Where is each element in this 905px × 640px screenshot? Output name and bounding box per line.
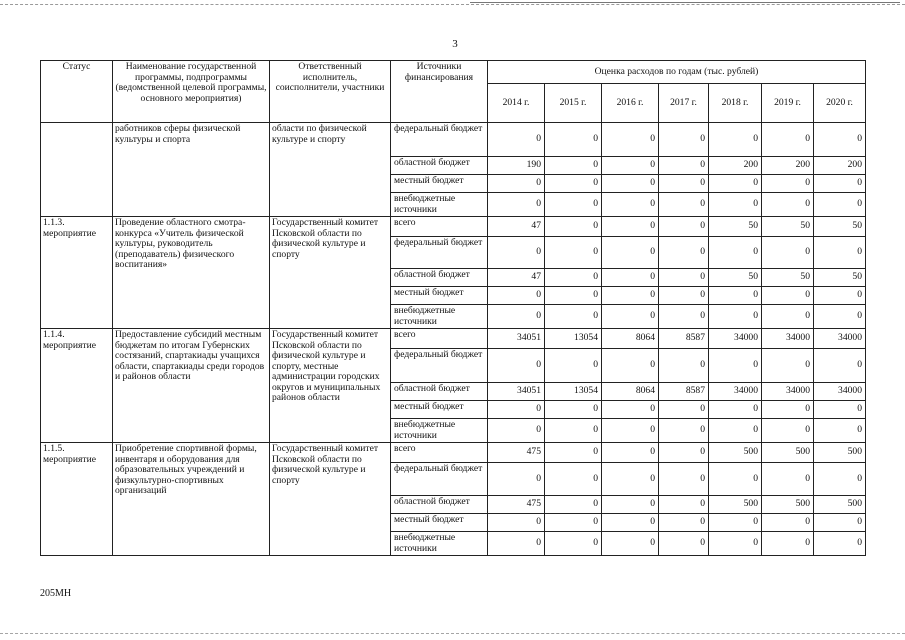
value-cell: 0: [545, 496, 602, 514]
source-cell: местный бюджет: [391, 287, 488, 305]
value-cell: 0: [762, 287, 814, 305]
value-cell: 0: [659, 123, 709, 157]
value-cell: 200: [709, 157, 762, 175]
value-cell: 0: [659, 496, 709, 514]
value-cell: 0: [659, 305, 709, 329]
value-cell: 0: [545, 305, 602, 329]
value-cell: 0: [602, 496, 659, 514]
program-name-cell: Предоставление субсидий местным бюджетам по итогам Губернских состязаний, спартакиады учащихся области, спартакиады среди городов и районов области: [113, 329, 270, 443]
value-cell: 475: [488, 496, 545, 514]
value-cell: 0: [659, 269, 709, 287]
table-row: [41, 329, 866, 349]
value-cell: 0: [545, 193, 602, 217]
value-cell: 200: [814, 157, 866, 175]
value-cell: 0: [659, 401, 709, 419]
header-year: 2020 г.: [814, 84, 866, 123]
value-cell: 0: [814, 305, 866, 329]
value-cell: 0: [602, 419, 659, 443]
value-cell: 34000: [709, 383, 762, 401]
executor-cell: Государственный комитет Псковской области по физической культуре и спорту, местные администрации городских округов и муниципальных районов области: [270, 329, 391, 443]
value-cell: 0: [709, 287, 762, 305]
value-cell: 500: [709, 443, 762, 463]
executor-cell: Государственный комитет Псковской области по физической культуре и спорту: [270, 217, 391, 329]
value-cell: 0: [709, 237, 762, 269]
value-cell: 0: [762, 463, 814, 496]
value-cell: 0: [545, 123, 602, 157]
value-cell: 0: [488, 123, 545, 157]
value-cell: 0: [488, 514, 545, 532]
value-cell: 0: [602, 401, 659, 419]
value-cell: 0: [545, 175, 602, 193]
value-cell: 13054: [545, 383, 602, 401]
source-cell: внебюджетные источники: [391, 532, 488, 556]
header-year: 2017 г.: [659, 84, 709, 123]
value-cell: 0: [545, 401, 602, 419]
value-cell: 50: [762, 217, 814, 237]
value-cell: 0: [488, 463, 545, 496]
footer-code: 205МН: [40, 588, 72, 599]
value-cell: 0: [762, 401, 814, 419]
value-cell: 0: [814, 349, 866, 383]
header-row: [41, 61, 866, 84]
value-cell: 0: [814, 514, 866, 532]
executor-cell: Государственный комитет Псковской области по физической культуре и спорту: [270, 443, 391, 556]
value-cell: 0: [545, 237, 602, 269]
value-cell: 0: [762, 175, 814, 193]
value-cell: 8064: [602, 383, 659, 401]
value-cell: 0: [814, 287, 866, 305]
value-cell: 0: [762, 305, 814, 329]
value-cell: 0: [814, 237, 866, 269]
value-cell: 0: [488, 532, 545, 556]
header-year: 2018 г.: [709, 84, 762, 123]
value-cell: 0: [602, 193, 659, 217]
program-name-cell: Приобретение спортивной формы, инвентаря и оборудования для образовательных учреждений и физкультурно-спортивных организаций: [113, 443, 270, 556]
program-name-cell: работников сферы физической культуры и спорта: [113, 123, 270, 217]
value-cell: 0: [762, 419, 814, 443]
value-cell: 500: [709, 496, 762, 514]
value-cell: 0: [709, 193, 762, 217]
value-cell: 0: [659, 175, 709, 193]
value-cell: 0: [659, 443, 709, 463]
value-cell: 0: [659, 237, 709, 269]
value-cell: 34000: [814, 329, 866, 349]
value-cell: 0: [602, 463, 659, 496]
value-cell: 0: [488, 193, 545, 217]
value-cell: 0: [709, 175, 762, 193]
header-estimate: Оценка расходов по годам (тыс. рублей): [488, 61, 866, 84]
value-cell: 0: [709, 305, 762, 329]
value-cell: 0: [709, 419, 762, 443]
value-cell: 0: [659, 532, 709, 556]
value-cell: 0: [488, 175, 545, 193]
value-cell: 0: [488, 305, 545, 329]
value-cell: 500: [762, 496, 814, 514]
value-cell: 0: [814, 175, 866, 193]
source-cell: всего: [391, 329, 488, 349]
value-cell: 0: [602, 269, 659, 287]
value-cell: 0: [762, 123, 814, 157]
source-cell: всего: [391, 443, 488, 463]
value-cell: 0: [602, 443, 659, 463]
page-number: 3: [452, 38, 458, 50]
header-executor: Ответственный исполнитель, соисполнители, участники: [270, 61, 391, 123]
value-cell: 0: [709, 123, 762, 157]
value-cell: 0: [545, 419, 602, 443]
value-cell: 0: [814, 193, 866, 217]
value-cell: 34051: [488, 383, 545, 401]
source-cell: внебюджетные источники: [391, 419, 488, 443]
value-cell: 50: [814, 217, 866, 237]
value-cell: 0: [545, 514, 602, 532]
value-cell: 34000: [762, 329, 814, 349]
header-status: Статус: [41, 61, 113, 123]
value-cell: 0: [659, 287, 709, 305]
value-cell: 47: [488, 217, 545, 237]
table-row: [41, 443, 866, 463]
source-cell: внебюджетные источники: [391, 193, 488, 217]
value-cell: 0: [602, 532, 659, 556]
source-cell: местный бюджет: [391, 175, 488, 193]
value-cell: 50: [709, 269, 762, 287]
value-cell: 0: [709, 463, 762, 496]
value-cell: 34051: [488, 329, 545, 349]
value-cell: 0: [488, 349, 545, 383]
value-cell: 0: [814, 532, 866, 556]
value-cell: 0: [488, 401, 545, 419]
value-cell: 475: [488, 443, 545, 463]
header-year: 2019 г.: [762, 84, 814, 123]
source-cell: внебюджетные источники: [391, 305, 488, 329]
value-cell: 0: [762, 514, 814, 532]
source-cell: федеральный бюджет: [391, 123, 488, 157]
value-cell: 0: [762, 532, 814, 556]
value-cell: 0: [545, 463, 602, 496]
value-cell: 0: [602, 123, 659, 157]
value-cell: 0: [545, 217, 602, 237]
value-cell: 0: [488, 287, 545, 305]
scan-top-line: [470, 2, 900, 3]
value-cell: 34000: [709, 329, 762, 349]
value-cell: 200: [762, 157, 814, 175]
value-cell: 50: [762, 269, 814, 287]
source-cell: всего: [391, 217, 488, 237]
value-cell: 190: [488, 157, 545, 175]
value-cell: 13054: [545, 329, 602, 349]
value-cell: 0: [602, 305, 659, 329]
value-cell: 0: [762, 237, 814, 269]
value-cell: 0: [602, 157, 659, 175]
source-cell: областной бюджет: [391, 496, 488, 514]
program-name-cell: Проведение областного смотра-конкурса «Учитель физической культуры, руководитель (преподаватель) физического воспитания»: [113, 217, 270, 329]
value-cell: 0: [488, 237, 545, 269]
source-cell: федеральный бюджет: [391, 237, 488, 269]
value-cell: 50: [814, 269, 866, 287]
header-year: 2015 г.: [545, 84, 602, 123]
source-cell: местный бюджет: [391, 514, 488, 532]
value-cell: 47: [488, 269, 545, 287]
header-year: 2014 г.: [488, 84, 545, 123]
value-cell: 0: [709, 401, 762, 419]
value-cell: 0: [545, 269, 602, 287]
value-cell: 0: [659, 514, 709, 532]
source-cell: местный бюджет: [391, 401, 488, 419]
source-cell: федеральный бюджет: [391, 349, 488, 383]
value-cell: 0: [659, 463, 709, 496]
value-cell: 0: [488, 419, 545, 443]
source-cell: областной бюджет: [391, 269, 488, 287]
value-cell: 0: [709, 532, 762, 556]
value-cell: 500: [762, 443, 814, 463]
value-cell: 0: [602, 514, 659, 532]
value-cell: 500: [814, 443, 866, 463]
value-cell: 0: [545, 157, 602, 175]
expenses-table: [40, 60, 866, 556]
value-cell: 0: [762, 193, 814, 217]
header-year: 2016 г.: [602, 84, 659, 123]
value-cell: 0: [659, 349, 709, 383]
table-row: [41, 217, 866, 237]
value-cell: 0: [814, 463, 866, 496]
value-cell: 8587: [659, 329, 709, 349]
value-cell: 0: [659, 419, 709, 443]
value-cell: 0: [545, 443, 602, 463]
executor-cell: области по физической культуре и спорту: [270, 123, 391, 217]
value-cell: 0: [602, 287, 659, 305]
value-cell: 0: [709, 349, 762, 383]
value-cell: 0: [762, 349, 814, 383]
status-cell: [41, 123, 113, 217]
header-source: Источники финансирования: [391, 61, 488, 123]
value-cell: 0: [814, 123, 866, 157]
value-cell: 34000: [762, 383, 814, 401]
value-cell: 0: [545, 532, 602, 556]
value-cell: 8064: [602, 329, 659, 349]
value-cell: 0: [602, 349, 659, 383]
value-cell: 0: [659, 217, 709, 237]
value-cell: 0: [602, 175, 659, 193]
source-cell: областной бюджет: [391, 383, 488, 401]
value-cell: 500: [814, 496, 866, 514]
status-cell: 1.1.5. мероприятие: [41, 443, 113, 556]
scan-bottom-edge: [0, 633, 905, 640]
value-cell: 0: [814, 419, 866, 443]
value-cell: 34000: [814, 383, 866, 401]
value-cell: 0: [602, 217, 659, 237]
value-cell: 0: [659, 157, 709, 175]
value-cell: 0: [814, 401, 866, 419]
table-row: [41, 123, 866, 157]
value-cell: 0: [602, 237, 659, 269]
header-program: Наименование государственной программы, подпрограммы (ведомственной целевой программы, основного мероприятия): [113, 61, 270, 123]
value-cell: 50: [709, 217, 762, 237]
value-cell: 0: [659, 193, 709, 217]
table-body: [41, 123, 866, 556]
status-cell: 1.1.3. мероприятие: [41, 217, 113, 329]
value-cell: 0: [545, 349, 602, 383]
value-cell: 0: [709, 514, 762, 532]
value-cell: 8587: [659, 383, 709, 401]
source-cell: областной бюджет: [391, 157, 488, 175]
source-cell: федеральный бюджет: [391, 463, 488, 496]
value-cell: 0: [545, 287, 602, 305]
status-cell: 1.1.4. мероприятие: [41, 329, 113, 443]
